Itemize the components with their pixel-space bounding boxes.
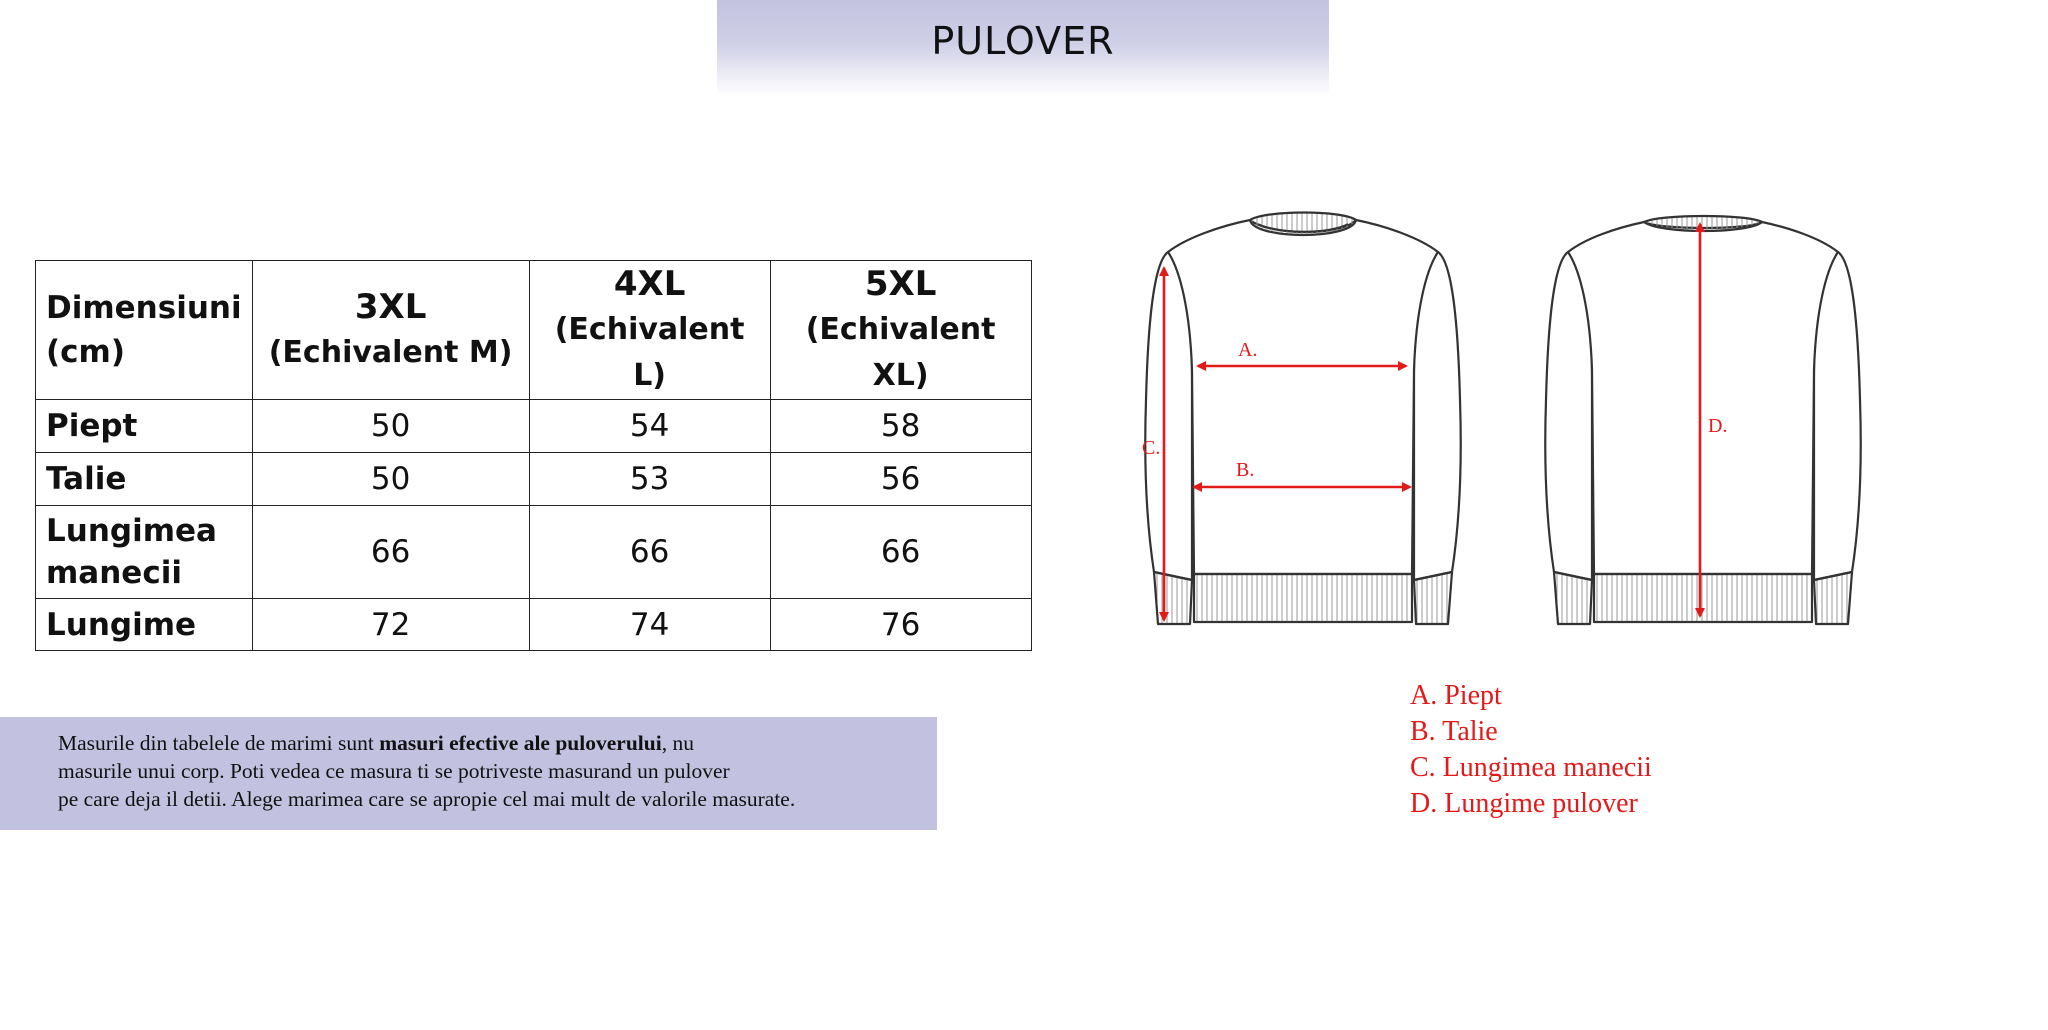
row-label-line1: Lungimea <box>46 513 217 549</box>
label-d: D. <box>1708 415 1728 437</box>
column-equivalent: (Echivalent L) <box>554 312 745 393</box>
sweater-front <box>1145 213 1460 625</box>
table-cell: 72 <box>252 599 529 651</box>
legend-item-b: B. Talie <box>1410 716 1498 747</box>
label-b: B. <box>1236 459 1255 481</box>
size-table <box>35 260 1032 651</box>
corner-header <box>36 261 253 400</box>
row-label: Talie <box>36 453 253 506</box>
page-title: PULOVER <box>931 19 1115 63</box>
table-cell: 66 <box>529 506 770 599</box>
note-line2: masurile unui corp. Poti vedea ce masura ti se potriveste masurand un pulover <box>58 759 730 783</box>
table-row <box>36 599 1032 651</box>
note-text-end: , nu <box>661 731 694 755</box>
column-header-5xl <box>770 261 1031 400</box>
table-cell: 74 <box>529 599 770 651</box>
row-label-line2: manecii <box>46 555 182 591</box>
table-cell: 50 <box>252 453 529 506</box>
table-cell: 66 <box>252 506 529 599</box>
legend-item-d: D. Lungime pulover <box>1410 788 1638 819</box>
column-size: 5XL <box>864 264 937 304</box>
sweater-back <box>1545 216 1860 624</box>
column-equivalent: (Echivalent M) <box>268 335 513 370</box>
legend-item-a: A. Piept <box>1410 680 1502 711</box>
table-row <box>36 400 1032 453</box>
table-cell: 66 <box>770 506 1031 599</box>
corner-line1: Dimensiuni <box>46 290 242 326</box>
table-cell: 58 <box>770 400 1031 453</box>
note-text-start: Masurile din tabelele de marimi sunt <box>58 731 380 755</box>
measurement-note <box>0 717 937 830</box>
title-band <box>717 0 1329 96</box>
sweater-diagram <box>1120 200 1880 640</box>
table-cell: 56 <box>770 453 1031 506</box>
column-header-3xl <box>252 261 529 400</box>
table-header-row <box>36 261 1032 400</box>
row-label: Piept <box>36 400 253 453</box>
table-cell: 76 <box>770 599 1031 651</box>
note-bold-text: masuri efective ale puloverului <box>379 731 662 755</box>
label-a: A. <box>1238 339 1258 361</box>
corner-line2: (cm) <box>46 334 126 370</box>
column-equivalent: (Echivalent XL) <box>805 312 996 393</box>
table-cell: 54 <box>529 400 770 453</box>
row-label: Lungime <box>36 599 253 651</box>
column-size: 4XL <box>613 264 686 304</box>
table-row <box>36 506 1032 599</box>
column-size: 3XL <box>354 287 427 327</box>
table-cell: 53 <box>529 453 770 506</box>
table-row <box>36 453 1032 506</box>
legend-item-c: C. Lungimea manecii <box>1410 752 1652 783</box>
column-header-4xl <box>529 261 770 400</box>
label-c: C. <box>1142 437 1161 459</box>
row-label <box>36 506 253 599</box>
note-line3: pe care deja il detii. Alege marimea care se apropie cel mai mult de valorile masurate. <box>58 787 796 811</box>
measurement-legend <box>1410 678 1652 822</box>
table-cell: 50 <box>252 400 529 453</box>
